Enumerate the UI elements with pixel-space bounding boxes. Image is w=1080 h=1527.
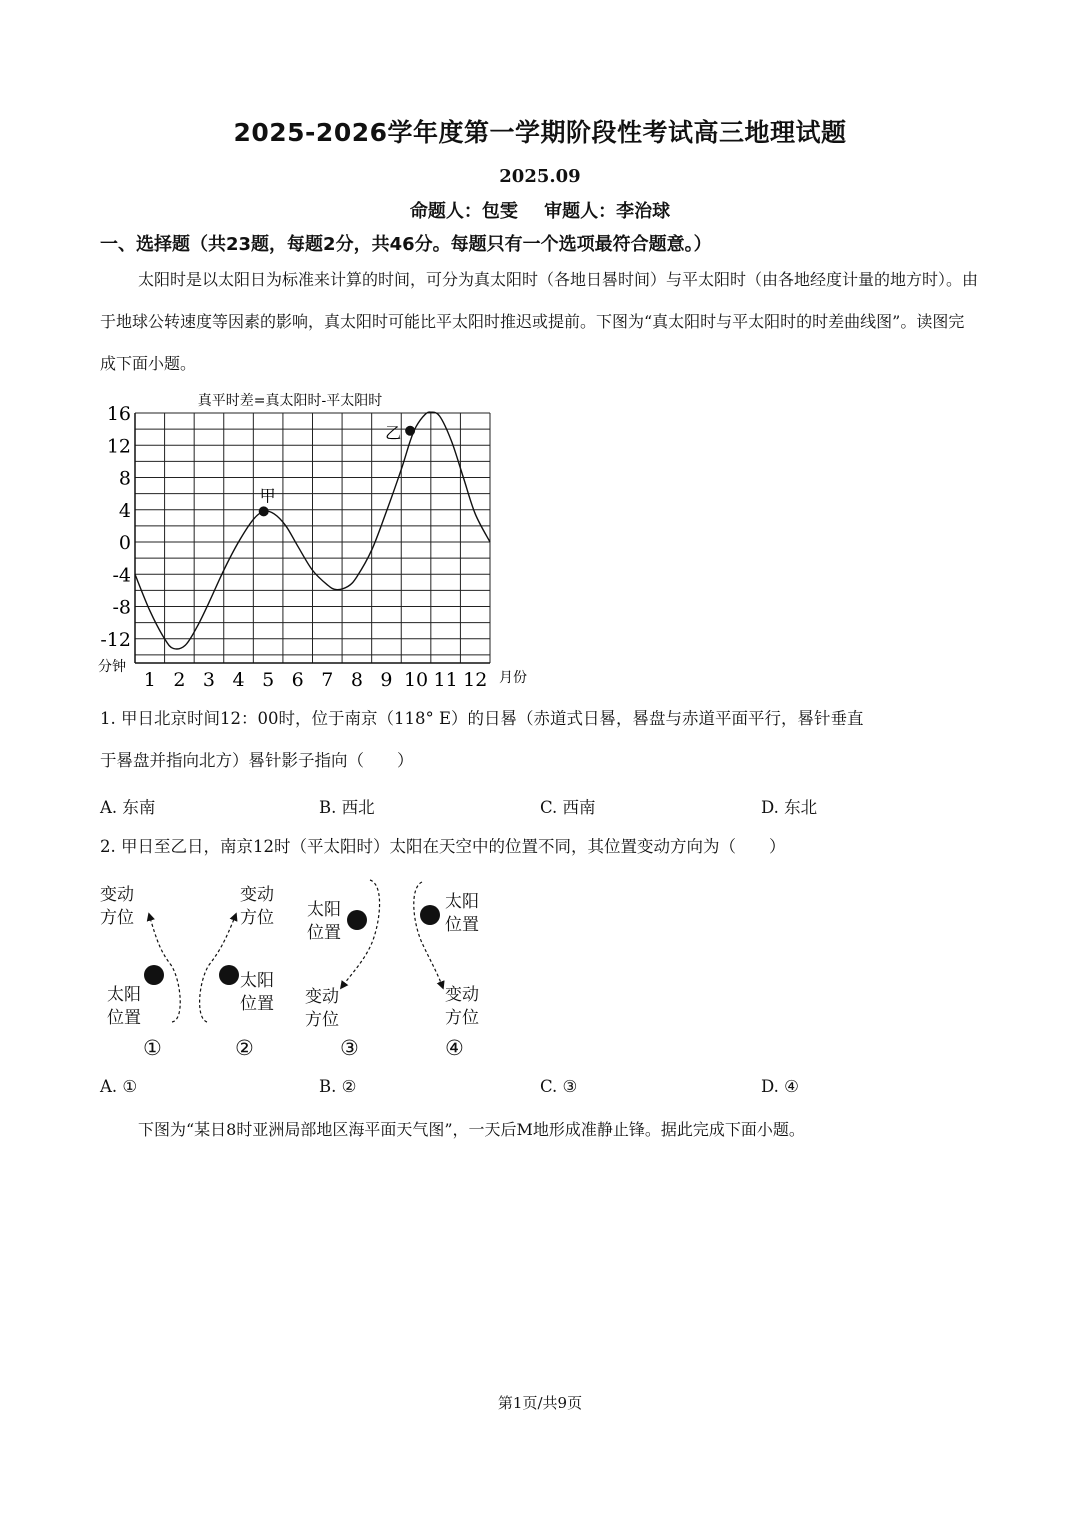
y-tick-label: 12 bbox=[106, 435, 131, 458]
y-tick-labels bbox=[100, 403, 131, 651]
fig2-move-label-b: 方位 bbox=[240, 908, 274, 928]
question-1 bbox=[100, 698, 980, 782]
fig1-number: ① bbox=[143, 1036, 162, 1060]
q1-stem-line1: 1. 甲日北京时间12：00时，位于南京（118° E）的日晷（赤道式日晷，晷盘与赤道平面平行，晷针垂直 bbox=[100, 709, 864, 728]
y-tick-label: 0 bbox=[118, 532, 131, 555]
sun-path-figure bbox=[95, 870, 505, 1065]
x-tick-label: 3 bbox=[202, 669, 216, 690]
fig3-sun-icon bbox=[347, 910, 367, 930]
q1-option-a[interactable]: A. 东南 bbox=[100, 798, 156, 817]
section-heading: 一、选择题（共23题，每题2分，共46分。每题只有一个选项最符合题意。） bbox=[100, 234, 712, 255]
option-1-figure bbox=[100, 885, 180, 1060]
intro-paragraph: 太阳时是以太阳日为标准来计算的时间，可分为真太阳时（各地日晷时间）与平太阳时（由各地经度计量的地方时）。由于地球公转速度等因素的影响，真太阳时可能比平太阳时推迟或提前。下图为“真太阳时与平太阳时的时差曲线图”。读图完成下面小题。 bbox=[100, 270, 979, 373]
chart-title: 真平时差=真太阳时-平太阳时 bbox=[197, 393, 383, 409]
fig1-sun-label-b: 位置 bbox=[107, 1008, 141, 1028]
fig1-move-label-a: 变动 bbox=[100, 885, 134, 905]
q1-stem-line2: 于晷盘并指向北方）晷针影子指向（ ） bbox=[100, 751, 414, 770]
x-tick-label: 6 bbox=[291, 669, 304, 690]
next-intro: 下图为“某日8时亚洲局部地区海平面天气图”，一天后M地形成准静止锋。据此完成下面小题。 bbox=[138, 1120, 805, 1139]
option-4-figure bbox=[414, 882, 479, 1060]
chart-grid bbox=[135, 413, 490, 663]
option-2-figure bbox=[200, 885, 274, 1060]
x-tick-label: 4 bbox=[232, 669, 245, 690]
fig2-sun-label-a: 太阳 bbox=[240, 971, 274, 991]
x-tick-label: 10 bbox=[403, 669, 429, 690]
fig2-number: ② bbox=[235, 1036, 254, 1060]
y-tick-label: 4 bbox=[118, 499, 131, 522]
q2-option-a[interactable]: A. ① bbox=[100, 1077, 138, 1096]
x-tick-label: 1 bbox=[143, 669, 156, 690]
fig3-move-label-a: 变动 bbox=[305, 987, 339, 1007]
label-jia: 甲 bbox=[259, 486, 276, 506]
fig1-sun-label-a: 太阳 bbox=[107, 985, 141, 1005]
reviewer: 审题人：李治球 bbox=[544, 201, 671, 222]
x-tick-label: 5 bbox=[262, 669, 275, 690]
fig1-move-label-b: 方位 bbox=[100, 908, 134, 928]
fig4-path bbox=[414, 882, 443, 988]
fig3-path bbox=[341, 880, 380, 988]
fig2-move-label-a: 变动 bbox=[240, 885, 274, 905]
fig2-sun-icon bbox=[219, 965, 239, 985]
fig4-move-label-b: 方位 bbox=[445, 1008, 479, 1028]
y-tick-label: -8 bbox=[112, 596, 131, 619]
y-tick-label: 8 bbox=[118, 467, 131, 490]
fig4-sun-label-b: 位置 bbox=[445, 915, 479, 935]
exam-date: 2025.09 bbox=[499, 166, 581, 187]
q1-option-c[interactable]: C. 西南 bbox=[540, 798, 596, 817]
x-tick-label: 12 bbox=[463, 669, 488, 690]
option-3-figure bbox=[305, 880, 380, 1060]
exam-authors bbox=[0, 197, 1080, 223]
fig3-sun-label-a: 太阳 bbox=[307, 900, 341, 920]
x-tick-label: 11 bbox=[433, 669, 458, 690]
y-axis-label: 分钟 bbox=[98, 659, 126, 675]
q2-stem: 2. 甲日至乙日，南京12时（平太阳时）太阳在天空中的位置不同，其位置变动方向为（ ） bbox=[100, 837, 786, 856]
page-footer: 第1页/共9页 bbox=[497, 1394, 583, 1412]
fig4-sun-label-a: 太阳 bbox=[445, 892, 479, 912]
x-tick-label: 7 bbox=[321, 669, 334, 690]
x-tick-label: 2 bbox=[173, 669, 186, 690]
fig2-sun-label-b: 位置 bbox=[240, 994, 274, 1014]
x-tick-label: 9 bbox=[380, 669, 393, 690]
x-axis-label: 月份 bbox=[499, 670, 527, 686]
y-tick-label: -4 bbox=[112, 564, 131, 587]
y-tick-label: 16 bbox=[106, 403, 131, 425]
fig3-number: ③ bbox=[340, 1036, 359, 1060]
y-tick-label: -12 bbox=[100, 628, 131, 651]
q1-option-d[interactable]: D. 东北 bbox=[761, 798, 818, 817]
equation-of-time-chart bbox=[95, 388, 545, 690]
q2-option-b[interactable]: B. ② bbox=[319, 1077, 357, 1096]
fig3-move-label-b: 方位 bbox=[305, 1010, 339, 1030]
x-tick-label: 8 bbox=[350, 669, 363, 690]
page-title: 2025-2026学年度第一学期阶段性考试高三地理试题 bbox=[233, 118, 847, 147]
point-jia bbox=[259, 506, 269, 516]
fig3-sun-label-b: 位置 bbox=[307, 923, 341, 943]
chart-annotations bbox=[259, 424, 415, 517]
q2-option-d[interactable]: D. ④ bbox=[761, 1077, 799, 1096]
fig4-number: ④ bbox=[445, 1036, 464, 1060]
fig4-sun-icon bbox=[420, 905, 440, 925]
setter: 命题人：包雯 bbox=[409, 201, 518, 222]
label-yi: 乙 bbox=[385, 423, 402, 443]
q1-option-b[interactable]: B. 西北 bbox=[319, 798, 375, 817]
fig4-move-label-a: 变动 bbox=[445, 985, 479, 1005]
q2-option-c[interactable]: C. ③ bbox=[540, 1077, 578, 1096]
fig1-sun-icon bbox=[144, 965, 164, 985]
x-tick-labels bbox=[144, 669, 488, 690]
point-yi bbox=[405, 426, 415, 436]
